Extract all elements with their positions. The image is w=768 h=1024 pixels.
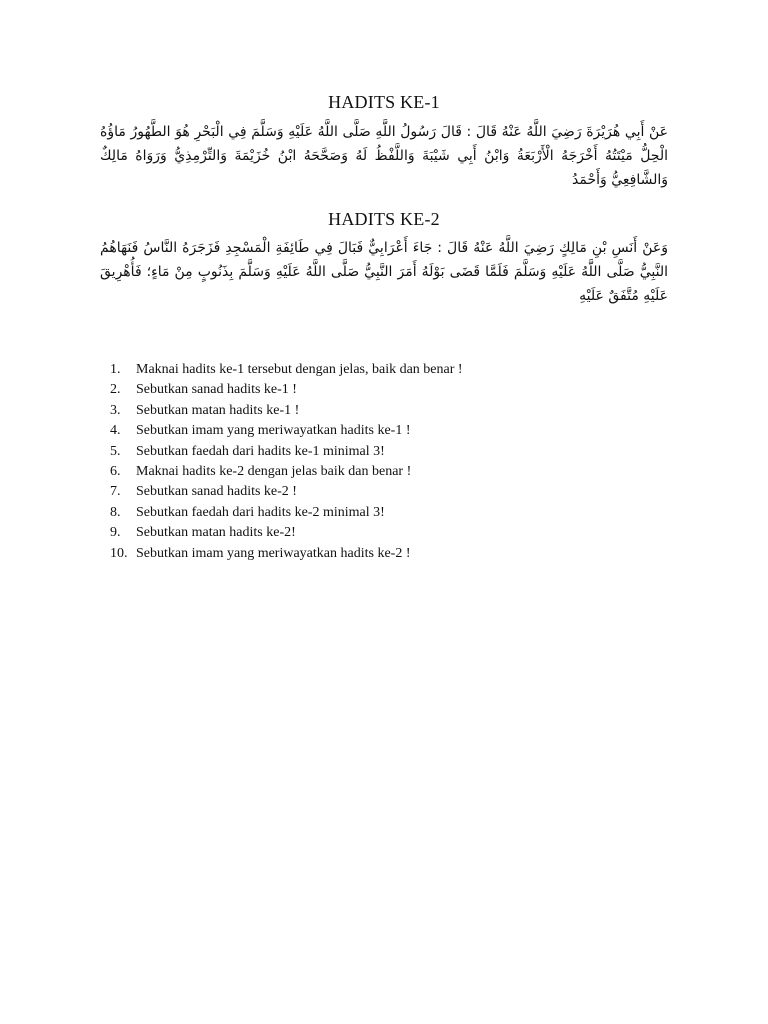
question-number: 5. — [110, 443, 121, 459]
question-item — [110, 442, 670, 462]
question-text: Sebutkan faedah dari hadits ke-2 minimal 3! — [136, 504, 385, 520]
question-item — [110, 462, 670, 482]
question-number: 7. — [110, 484, 121, 500]
question-number: 8. — [110, 504, 121, 520]
question-text: Maknai hadits ke-1 tersebut dengan jelas, baik dan benar ! — [136, 362, 463, 377]
question-text: Sebutkan matan hadits ke-2! — [136, 525, 296, 541]
question-item — [110, 360, 670, 380]
question-number: 2. — [110, 382, 121, 398]
question-item — [110, 503, 670, 523]
question-text: Sebutkan matan hadits ke-1 ! — [136, 402, 300, 418]
question-item — [110, 401, 670, 421]
question-text: Sebutkan imam yang meriwayatkan hadits ke-1 ! — [136, 423, 411, 439]
question-number: 3. — [110, 402, 121, 418]
question-text: Sebutkan sanad hadits ke-1 ! — [136, 382, 297, 398]
question-text: Maknai hadits ke-2 dengan jelas baik dan benar ! — [136, 464, 412, 480]
hadith-2-arabic-text: وَعَنْ أَنَسِ بْنِ مَالِكٍ رَضِيَ اللَّهُ عَنْهُ قَالَ : جَاءَ أَعْرَابِيٌّ فَبَالَ فِي طَائِفَةِ الْمَسْجِدِ فَزَجَرَهُ النَّاسُ فَنَهَاهُمُ النَّبِيُّ صَلَّى اللَّهُ عَلَيْهِ وَسَلَّمَ فَلَمَّا قَضَى بَوْلَهُ أَمَرَ النَّبِيُّ صَلَّى اللَّهُ عَلَيْهِ وَسَلَّمَ بِذَنُوبٍ مِنْ مَاءٍ؛ فَأُهْرِيقَ عَلَيْهِ مُتَّفَقٌ عَلَيْهِ — [100, 240, 668, 304]
hadith-1-arabic-text: عَنْ أَبِي هُرَيْرَةَ رَضِيَ اللَّهُ عَنْهُ قَالَ : قَالَ رَسُولُ اللَّهِ صَلَّى اللَّهُ عَلَيْهِ وَسَلَّمَ فِي الْبَحْرِ هُوَ الطَّهُورُ مَاؤُهُ الْحِلُّ مَيْتَتُهُ أَخْرَجَهُ الْأَرْبَعَةُ وَابْنُ أَبِي شَيْبَةَ وَاللَّفْظُ لَهُ وَصَحَّحَهُ ابْنُ خُزَيْمَةَ وَالتِّرْمِذِيُّ وَرَوَاهُ مَالِكٌ وَالشَّافِعِيُّ وَأَحْمَدُ — [100, 124, 668, 188]
question-item — [110, 544, 670, 564]
question-item — [110, 482, 670, 502]
question-item — [110, 380, 670, 400]
question-text: Sebutkan faedah dari hadits ke-1 minimal 3! — [136, 443, 385, 459]
question-text: Sebutkan sanad hadits ke-2 ! — [136, 484, 297, 500]
question-text: Sebutkan imam yang meriwayatkan hadits ke-2 ! — [136, 545, 411, 561]
question-item — [110, 523, 670, 543]
question-item — [110, 421, 670, 441]
question-number: 1. — [110, 362, 121, 377]
hadith-2-title: HADITS KE-2 — [328, 209, 440, 229]
question-list — [110, 360, 670, 564]
question-number: 10. — [110, 545, 128, 561]
question-number: 9. — [110, 525, 121, 541]
hadith-1-title: HADITS KE-1 — [328, 92, 440, 112]
question-number: 6. — [110, 464, 121, 480]
question-number: 4. — [110, 423, 121, 439]
